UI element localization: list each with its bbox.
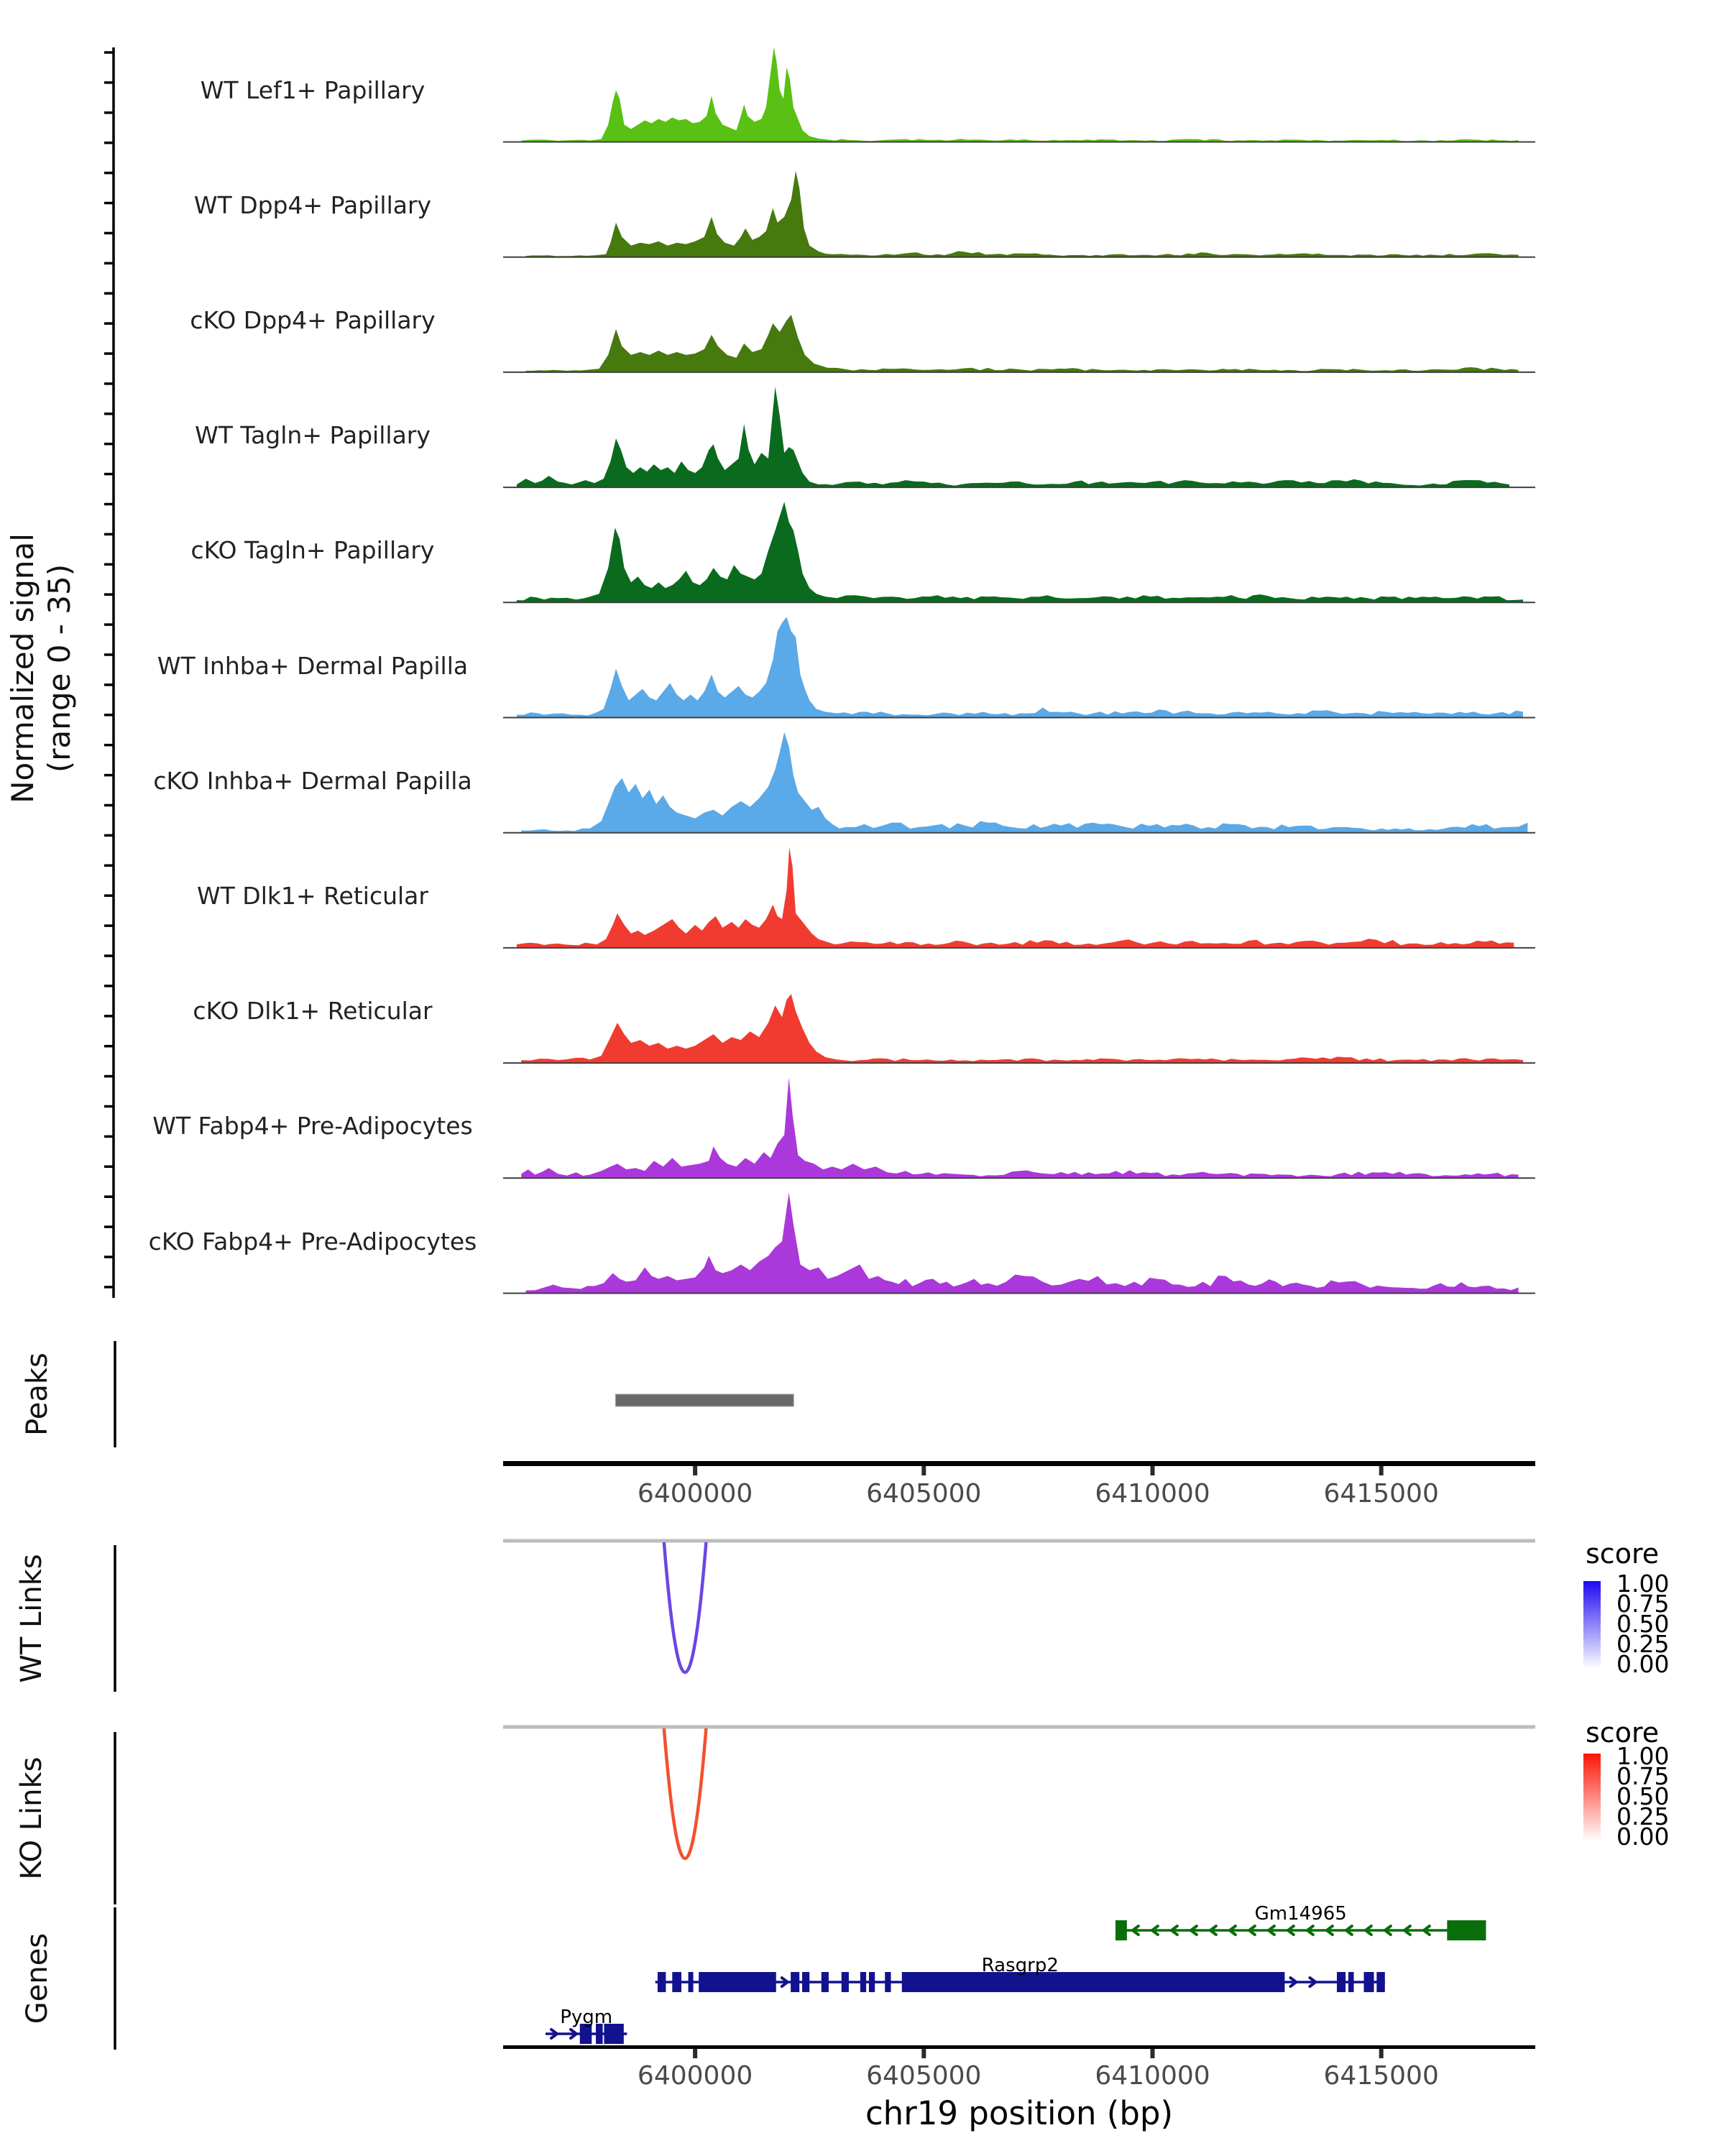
gene-exon (699, 1972, 776, 1992)
gene-label-Gm14965: Gm14965 (1254, 1903, 1347, 1925)
track-label-cko-tagln-papillary: cKO Tagln+ Papillary (190, 536, 435, 565)
wt-link-arc (664, 1542, 707, 1672)
y-axis-label-line1: Normalized signal (4, 533, 40, 803)
gene-exon (689, 1972, 694, 1992)
axis-tick-label: 6410000 (1095, 1479, 1210, 1508)
signal-area-cko-tagln-papillary (517, 502, 1523, 602)
wt-score-legend-tick-label: 0.25 (1616, 1630, 1670, 1658)
gene-exon (1447, 1920, 1486, 1940)
signal-area-wt-dpp4-papillary (526, 171, 1519, 257)
wt-score-legend-tick-label: 1.00 (1616, 1570, 1670, 1598)
gene-exon (791, 1972, 799, 1992)
gene-exon (869, 1972, 875, 1992)
ko-score-legend-gradient-bar (1583, 1754, 1601, 1841)
ko-score-legend-title: score (1586, 1717, 1660, 1749)
wt-score-legend-tick-label: 0.00 (1616, 1650, 1670, 1678)
signal-area-wt-inhba-dermal-papilla (517, 617, 1523, 718)
signal-area-wt-fabp4-pre-adipocytes (521, 1077, 1518, 1178)
gene-exon (1364, 1972, 1374, 1992)
gene-exon (1116, 1920, 1127, 1940)
axis-tick-label: 6405000 (866, 2061, 982, 2091)
axis-tick-label: 6415000 (1323, 2061, 1439, 2091)
axis-tick-label: 6400000 (637, 2061, 753, 2091)
ko-score-legend-tick-label: 0.00 (1616, 1823, 1670, 1851)
track-label-cko-dlk1-reticular: cKO Dlk1+ Reticular (193, 997, 433, 1026)
signal-area-cko-fabp4-pre-adipocytes (526, 1193, 1519, 1294)
section-label-ko-links: KO Links (15, 1756, 48, 1880)
ko-score-legend-tick-label: 0.50 (1616, 1782, 1670, 1810)
gene-exon (1376, 1972, 1384, 1992)
gene-exon (1337, 1972, 1346, 1992)
section-label-peaks: Peaks (21, 1353, 54, 1436)
track-label-wt-dlk1-reticular: WT Dlk1+ Reticular (197, 881, 428, 910)
axis-tick-label: 6415000 (1323, 1479, 1439, 1508)
ko-score-legend-tick-label: 0.75 (1616, 1762, 1670, 1790)
gene-exon (658, 1972, 666, 1992)
gene-exon (802, 1972, 809, 1992)
x-axis-title: chr19 position (bp) (865, 2094, 1174, 2132)
gene-label-Rasgrp2: Rasgrp2 (981, 1955, 1059, 1976)
gene-exon (672, 1972, 681, 1992)
signal-area-cko-dlk1-reticular (521, 994, 1523, 1063)
gene-label-Pygm: Pygm (560, 2007, 613, 2028)
peak-region-bar (615, 1394, 794, 1406)
track-label-wt-dpp4-papillary: WT Dpp4+ Papillary (193, 190, 432, 219)
section-label-genes: Genes (21, 1932, 54, 2024)
genome-axis-peaks (503, 1461, 1535, 1466)
signal-area-wt-tagln-papillary (517, 387, 1509, 487)
ko-score-legend-tick-label: 1.00 (1616, 1742, 1670, 1770)
track-label-wt-inhba-dermal-papilla: WT Inhba+ Dermal Papilla (157, 651, 469, 680)
ko-score-legend-tick-label: 0.25 (1616, 1802, 1670, 1830)
track-label-wt-fabp4-pre-adipocytes: WT Fabp4+ Pre-Adipocytes (152, 1112, 473, 1141)
gene-exon (860, 1972, 866, 1992)
gene-exon (822, 1972, 829, 1992)
wt-score-legend-title: score (1586, 1538, 1660, 1570)
ko-link-arc (664, 1728, 707, 1858)
track-label-cko-inhba-dermal-papilla: cKO Inhba+ Dermal Papilla (153, 766, 472, 795)
section-label-wt-links: WT Links (15, 1554, 48, 1683)
wt-score-legend-tick-label: 0.75 (1616, 1590, 1670, 1618)
y-axis-label-line2: (range 0 - 35) (42, 563, 77, 773)
track-label-wt-tagln-papillary: WT Tagln+ Papillary (195, 421, 431, 450)
track-label-cko-dpp4-papillary: cKO Dpp4+ Papillary (190, 305, 436, 334)
axis-tick-label: 6405000 (866, 1479, 982, 1508)
track-label-wt-lef1-papillary: WT Lef1+ Papillary (200, 75, 426, 104)
signal-area-wt-lef1-papillary (521, 47, 1518, 142)
track-label-cko-fabp4-pre-adipocytes: cKO Fabp4+ Pre-Adipocytes (148, 1227, 477, 1256)
signal-area-wt-dlk1-reticular (517, 847, 1514, 948)
wt-score-legend-gradient-bar (1583, 1581, 1601, 1669)
axis-tick-label: 6410000 (1095, 2061, 1210, 2091)
wt-score-legend-tick-label: 0.50 (1616, 1610, 1670, 1638)
signal-area-cko-inhba-dermal-papilla (521, 732, 1527, 833)
gene-exon (842, 1972, 849, 1992)
axis-tick-label: 6400000 (637, 1479, 753, 1508)
gene-exon (1348, 1972, 1354, 1992)
genome-axis-genes (503, 2045, 1535, 2049)
gene-exon (885, 1972, 891, 1992)
signal-area-cko-dpp4-papillary (526, 315, 1519, 372)
